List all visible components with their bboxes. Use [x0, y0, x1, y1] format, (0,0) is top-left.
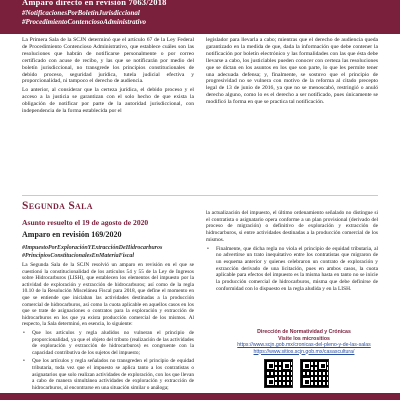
top-right-column [206, 37, 378, 108]
bottom-left-column [22, 262, 194, 393]
links-subtitle: Visite los micrositios [278, 335, 330, 342]
microsites-box [228, 329, 380, 355]
header-banner [0, 0, 400, 34]
hashtag: #ProcedimientoContenciosoAdministrativo [22, 17, 147, 26]
amparo-heading: Amparo directo en revisión 7063/2018 [22, 0, 167, 7]
section-hashtags [22, 245, 162, 260]
bullet-item: • Que los artículos y regla señalados no transgreden el principio de equidad tributaria, toda vez que el impuesto se aplica tanto a los contratistas o asignatarios que solo realizan actividades de exploración, con los que llevan a cabo de manera simultánea actividades de exploración y extracción de hidrocarburos, al encontrarse en una situación similar o análoga; [22, 358, 194, 391]
bullet-item: • Finalmente, que dicha regla no viola el principio de equidad tributaria, al no advertirse un trato inequitativo entre los contratistas que migraron de un esquema anterior y quienes celebraron un contrato de exploración y extracción derivado de una licitación, pues en ambos casos, la cuota aplicable para efectos del impuesto es la misma hasta en tanto no se inicie la producción comercial de hidrocarburos, misma que debe definirse de conformidad con lo dispuesto en la regla aludida y en la LISH. [206, 246, 378, 293]
hashtag: #NotificacionesPorBoletínJurisdiccional [22, 9, 140, 17]
bottom-right-column [206, 210, 378, 294]
qr-code-icon [264, 359, 293, 388]
paragraph: la actualización del impuesto, el último ordenamiento señalado no distingue si el contratista o asignatario opera conforme a un plan provisional (derivado del proceso de migración) o definitivo de exploración y extracción de hidrocarburos, si entre actividades destinadas a la producción comercial de los mismos. [206, 210, 378, 243]
bullet-item: • Que los artículos y regla aludidos no vulneran el principio de proporcionalidad, ya que el objeto del tributo (realización de las actividades de exploración y extracción de hidrocarburos) es congruente con la capacidad contributiva de los sujetos del impuesto; [22, 330, 194, 356]
qr-code-icon [300, 359, 329, 388]
section-title: Segunda Sala [22, 200, 93, 212]
case-number: Amparo en revisión 169/2020 [22, 230, 122, 239]
resolved-date: Asunto resuelto el 19 de agosto de 2020 [22, 218, 149, 227]
paragraph: La Segunda Sala de la SCJN resolvió un amparo en revisión en el que se cuestionó la constitucionalidad de los artículos 54 y 55 de la Ley de Ingresos sobre Hidrocarburos (LISH), que establecen los elementos del impuesto por la actividad de exploración y extracción de hidrocarburos; así como de la regla 10.10 de la Resolución Miscelánea Fiscal para 2018, que define el momento en que se entiende que iniciaban las actividades destinadas a la producción comercial de hidrocarburos, así como la cuota aplicable en aquellos casos en los que se trate de asignaciones o contratos para la exploración y extracción de hidrocarburos en los que ya exista producción comercial de los mismos. Al respecto, la Sala determinó, en esencia, lo siguiente: [22, 262, 194, 328]
section-divider [22, 195, 378, 196]
hashtag: #PrincipiosConstitucionalesEnMateriaFiscal [22, 252, 135, 259]
footer-bar [0, 393, 400, 400]
paragraph: Lo anterior, al considerar que la certeza jurídica, el debido proceso y el acceso a la justicia se garantizan con el solo hecho de que exista la obligación de notificar por parte de la autoridad jurisdiccional, con independencia de la forma establecida por el [22, 87, 194, 115]
paragraph: La Primera Sala de la SCJN determinó que el artículo 67 de la Ley Federal de Procedimiento Contencioso Administrativo, que establece cuáles son las resoluciones que habrán de notificarse personalmente o por correo certificado con acuse de recibo, y las que se notificarán por medio del boletín jurisdiccional, no transgrede los principios constitucionales de debido proceso, seguridad jurídica, tutela judicial efectiva y proporcionalidad, ni tampoco el derecho de audiencia. [22, 37, 194, 85]
top-left-column [22, 37, 194, 117]
links-title: Dirección de Normatividad y Crónicas [257, 329, 351, 335]
hashtags [22, 9, 146, 26]
link-casas-cultura[interactable]: https://www.sitios.scjn.gob.mx/casascultura/ [253, 348, 355, 355]
hashtag: #ImpuestoPorExploraciónYExtracciónDeHidrocarburos [22, 245, 163, 251]
link-cronicas[interactable]: https://www.scjn.gob.mx/cronicas-del-pleno-y-de-las-salas [237, 342, 371, 348]
paragraph: legislador para llevarla a cabo; mientras que el derecho de audiencia queda garantizado en la medida de que, dada la información que debe contener la notificación por boletín electrónico y las formalidades con las que ésta debe llevarse a cabo, los justiciables pueden conocer con certeza las resoluciones que se dictan en los asuntos en los que son parte, lo que les permite tener una adecuada defensa; y, finalmente, se sostuvo que el principio de progresividad no se vulnera con motivo de la reforma al citado precepto legal de 13 de junio de 2016, ya que no se menoscabó, restringió o anuló derecho alguno, como lo es el derecho a ser notificado, pues únicamente se modificó la forma en que se practica tal notificación. [206, 37, 378, 106]
